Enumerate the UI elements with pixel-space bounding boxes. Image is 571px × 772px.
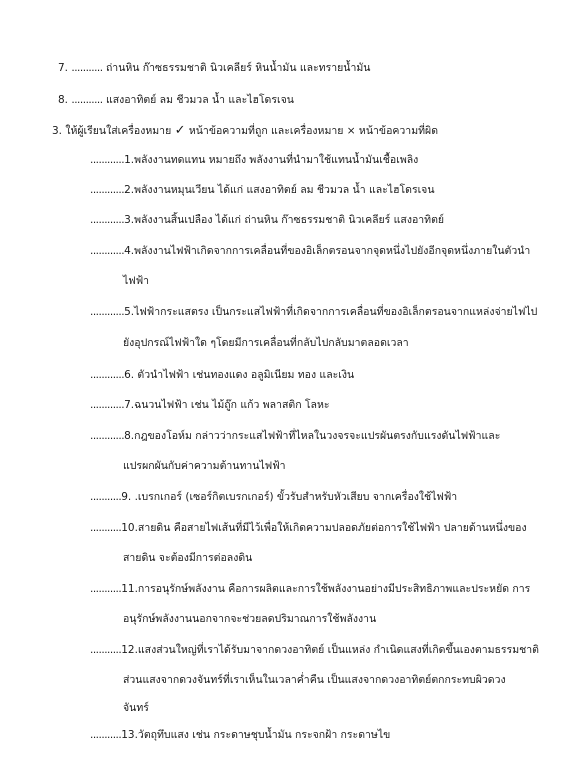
statement-text: 7.ฉนวนไฟฟ้า เช่น ไม้ถู๊ก แก้ว พลาสติก โลหะ	[124, 399, 330, 411]
fill-item-7	[58, 61, 370, 75]
statement-text: 2.พลังงานหมุนเวียน ได้แก่ แสงอาทิตย์ ลม ชีวมวล น้ำ และไฮโดรเจน	[124, 184, 435, 196]
answer-blank: ............	[90, 214, 125, 226]
statement-text: 8.กฎของโอห์ม กล่าวว่ากระแสไฟฟ้าที่ไหลในวงจรจะแปรผันตรงกับแรงดันไฟฟ้าและ	[124, 430, 501, 442]
tf-item-13	[90, 728, 390, 742]
tf-item-5	[90, 305, 537, 319]
answer-blank: ...........	[71, 62, 103, 74]
item-number: 8.	[58, 94, 69, 106]
tf-item-10-continuation	[123, 551, 252, 565]
statement-text: สายดิน จะต้องมีการต่อลงดิน	[123, 552, 253, 564]
item-text: ถ่านหิน ก๊าซธรรมชาติ นิวเคลียร์ หินน้ำมัน และทรายน้ำมัน	[105, 62, 371, 74]
tf-item-8-continuation	[123, 459, 286, 473]
answer-blank: ...........	[90, 644, 122, 656]
tf-item-2	[90, 183, 435, 197]
answer-blank: ............	[90, 245, 125, 257]
statement-text: 12.แสงส่วนใหญ่ที่เราได้รับมาจากดวงอาทิตย์ เป็นแหล่ง กำเนิดแสงที่เกิดขึ้นเองตามธรรมชาติ	[121, 644, 539, 656]
tf-item-7	[90, 398, 330, 412]
answer-blank: ...........	[90, 491, 122, 503]
statement-text: 1.พลังงานทดแทน หมายถึง พลังงานที่นำมาใช้แทนน้ำมันเชื้อเพลิง	[124, 154, 419, 166]
statement-text: 4.พลังงานไฟฟ้าเกิดจากการเคลื่อนที่ของอิเล็กตรอนจากจุดหนึ่งไปยังอีกจุดหนึ่งภายในตัวนำ	[124, 245, 531, 257]
answer-blank: ............	[90, 399, 125, 411]
answer-blank: ............	[90, 369, 125, 381]
tf-item-12-continuation	[123, 673, 506, 687]
answer-blank: ............	[90, 154, 125, 166]
tf-item-12-continuation-2	[123, 701, 149, 715]
section-3-instruction	[52, 124, 438, 138]
tf-item-12	[90, 643, 539, 657]
statement-text: อนุรักษ์พลังงานนอกจากจะช่วยลดปริมาณการใช้พลังงาน	[123, 613, 377, 625]
tf-item-3	[90, 213, 444, 227]
instruction-prefix: 3. ให้ผู้เรียนใส่เครื่องหมาย	[52, 125, 172, 137]
tf-item-4-continuation	[123, 274, 149, 288]
statement-text: 3.พลังงานสิ้นเปลือง ได้แก่ ถ่านหิน ก๊าซธรรมชาติ นิวเคลียร์ แสงอาทิตย์	[124, 214, 445, 226]
answer-blank: ...........	[71, 94, 103, 106]
answer-blank: ............	[90, 306, 125, 318]
tf-item-11	[90, 582, 530, 596]
tf-item-4	[90, 244, 530, 258]
check-mark-icon: ✓	[174, 123, 186, 138]
statement-text: 5.ไฟฟ้ากระแสตรง เป็นกระแสไฟฟ้าที่เกิดจากการเคลื่อนที่ของอิเล็กตรอนจากแหล่งจ่ายไฟไป	[124, 306, 538, 318]
instruction-suffix: หน้าข้อความที่ถูก และเครื่องหมาย × หน้าข้อความที่ผิด	[188, 125, 439, 137]
statement-text: ส่วนแสงจากดวงจันทร์ที่เราเห็นในเวลาค่ำคืน เป็นแสงจากดวงอาทิตย์ตกกระทบผิวดวง	[123, 674, 506, 686]
tf-item-6	[90, 368, 354, 382]
tf-item-8	[90, 429, 500, 443]
statement-text: 9. .เบรกเกอร์ (เซอร์กิตเบรกเกอร์) ขั้วรับสำหรับหัวเสียบ จากเครื่องใช้ไฟฟ้า	[121, 491, 458, 503]
tf-item-10	[90, 521, 527, 535]
item-number: 7.	[58, 62, 69, 74]
statement-text: 6. ตัวนำไฟฟ้า เช่นทองแดง อลูมิเนียม ทอง และเงิน	[124, 369, 355, 381]
tf-item-9	[90, 490, 457, 504]
tf-item-5-continuation	[123, 336, 409, 350]
answer-blank: ............	[90, 184, 125, 196]
statement-text: ยังอุปกรณ์ไฟฟ้าใด ๆโดยมีการเคลื่อนที่กลับไปกลับมาตลอดเวลา	[123, 337, 409, 349]
tf-item-1	[90, 153, 418, 167]
tf-item-11-continuation	[123, 612, 376, 626]
statement-text: 13.วัตถุทึบแสง เช่น กระดาษชุบน้ำมัน กระจกฝ้า กระดาษไข	[121, 729, 391, 741]
fill-item-8	[58, 93, 294, 107]
answer-blank: ............	[90, 430, 125, 442]
answer-blank: ...........	[90, 583, 122, 595]
statement-text: ไฟฟ้า	[123, 275, 150, 287]
statement-text: จันทร์	[123, 702, 149, 714]
answer-blank: ...........	[90, 522, 122, 534]
statement-text: 10.สายดิน คือสายไฟเส้นที่มีไว้เพื่อให้เกิดความปลอดภัยต่อการใช้ไฟฟ้า ปลายด้านหนึ่งของ	[121, 522, 527, 534]
answer-blank: ...........	[90, 729, 122, 741]
statement-text: แปรผกผันกับค่าความต้านทานไฟฟ้า	[123, 460, 286, 472]
statement-text: 11.การอนุรักษ์พลังงาน คือการผลิตและการใช้พลังงานอย่างมีประสิทธิภาพและประหยัด การ	[121, 583, 531, 595]
item-text: แสงอาทิตย์ ลม ชีวมวล น้ำ และไฮโดรเจน	[105, 94, 294, 106]
